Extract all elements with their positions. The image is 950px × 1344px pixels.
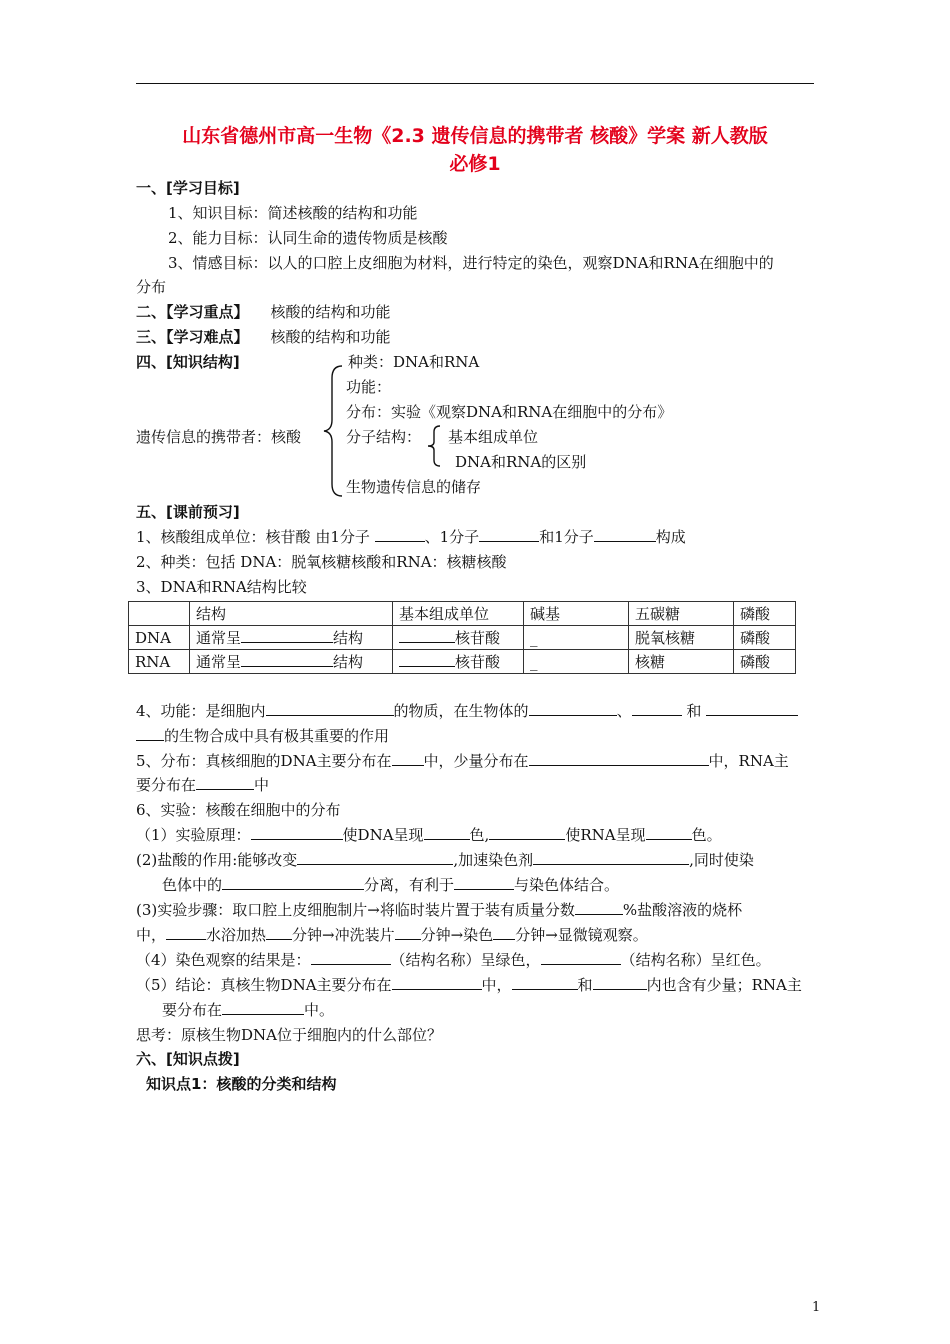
- goal-knowledge: 1、知识目标：简述核酸的结构和功能: [168, 204, 418, 222]
- p5-text-b: 中，: [481, 976, 512, 994]
- section6-heading: 六、[知识点拨]: [136, 1050, 240, 1068]
- structure-cell: [190, 650, 393, 674]
- section2-text: 核酸的结构和功能: [270, 303, 391, 321]
- p5-text-a: （5）结论：真核生物DNA主要分布在: [136, 976, 392, 994]
- unit-blank[interactable]: [399, 651, 455, 667]
- q4-blank-5[interactable]: [136, 725, 164, 741]
- p3-text-d: 水浴加热: [206, 926, 267, 944]
- hcl-role: [136, 849, 754, 871]
- p1-text-c: 色,: [469, 826, 490, 844]
- p5-blank-2[interactable]: [512, 974, 578, 990]
- q5-cont: [136, 774, 269, 796]
- title-line-1: 山东省德州市高一生物《2.3 遗传信息的携带者 核酸》学案 新人教版: [182, 125, 768, 147]
- p3-text-f: 分钟→染色: [420, 926, 494, 944]
- q1: [136, 526, 686, 548]
- ks-storage: 生物遗传信息的储存: [346, 478, 482, 496]
- structure-post: 结构: [333, 629, 364, 647]
- structure-cell: [190, 626, 393, 650]
- q1-text-d: 构成: [655, 528, 686, 546]
- document-title: [136, 122, 814, 178]
- goal-emotion: 3、情感目标：以人的口腔上皮细胞为材料，进行特定的染色，观察DNA和RNA在细胞中的: [168, 254, 774, 272]
- q5-text-b: 中，少量分布在: [423, 752, 529, 770]
- sugar-cell: 脱氧核糖: [629, 626, 734, 650]
- unit-cell: [393, 626, 524, 650]
- p2-blank-3[interactable]: [222, 874, 364, 890]
- structure-blank[interactable]: [241, 627, 333, 643]
- q4-text-d: 和: [686, 702, 702, 720]
- p1-text-b: 使DNA呈现: [342, 826, 424, 844]
- p5-blank-4[interactable]: [222, 999, 304, 1015]
- p5-text-d: 内也含有少量；RNA主: [646, 976, 802, 994]
- conclusion: [136, 974, 802, 996]
- ks-distribution: 分布：实验《观察DNA和RNA在细胞中的分布》: [346, 403, 673, 421]
- q3: 3、DNA和RNA结构比较: [136, 578, 307, 596]
- p3-blank-3[interactable]: [266, 924, 292, 940]
- p5-blank-1[interactable]: [392, 974, 482, 990]
- section3-heading: 三、【学习难点】: [136, 328, 249, 346]
- table-header-row: [129, 602, 796, 626]
- q5-text-c: 中，RNA主: [708, 752, 789, 770]
- ks-kinds: 种类：DNA和RNA: [348, 353, 480, 371]
- row-name: RNA: [129, 650, 190, 674]
- structure-pre: 通常呈: [196, 629, 242, 647]
- q5-blank-3[interactable]: [196, 774, 254, 790]
- q5: [136, 750, 789, 772]
- title-line-2: 必修1: [449, 153, 501, 175]
- unit-text: 核苷酸: [455, 653, 501, 671]
- header-cell: 基本组成单位: [393, 602, 524, 626]
- think-question: 思考：原核生物DNA位于细胞内的什么部位？: [136, 1026, 442, 1044]
- q5-text-d: 要分布在: [136, 776, 197, 794]
- section3-text: 核酸的结构和功能: [270, 328, 391, 346]
- p2-text-d: 色体中的: [162, 876, 223, 894]
- q6: 6、实验：核酸在细胞中的分布: [136, 801, 341, 819]
- structure-post: 结构: [333, 653, 364, 671]
- p1-blank-4[interactable]: [646, 824, 692, 840]
- p3-blank-2[interactable]: [166, 924, 206, 940]
- steps: [136, 899, 742, 921]
- q4-cont: [136, 725, 389, 747]
- p5-blank-3[interactable]: [593, 974, 647, 990]
- steps-cont: [136, 924, 648, 946]
- q4-blank-3[interactable]: [632, 700, 682, 716]
- unit-blank[interactable]: [399, 627, 455, 643]
- q5-text-e: 中: [254, 776, 270, 794]
- header-rule: [136, 83, 814, 84]
- p1-blank-1[interactable]: [251, 824, 343, 840]
- p1-text-e: 色。: [691, 826, 722, 844]
- q1-blank-3[interactable]: [594, 526, 656, 542]
- header-cell: 五碳糖: [629, 602, 734, 626]
- section2: [136, 301, 391, 323]
- ks-diff: DNA和RNA的区别: [455, 453, 587, 471]
- knowledge-point-1: 知识点1：核酸的分类和结构: [146, 1075, 337, 1093]
- base-cell: _: [524, 650, 629, 674]
- p1-blank-2[interactable]: [424, 824, 470, 840]
- p2-text-f: 与染色体结合。: [514, 876, 620, 894]
- table-row: [129, 626, 796, 650]
- ks-root: 遗传信息的携带者：核酸: [136, 428, 302, 446]
- p1-blank-3[interactable]: [489, 824, 565, 840]
- section1-heading: 一、[学习目标]: [136, 179, 240, 197]
- p1-text-d: 使RNA呈现: [565, 826, 646, 844]
- small-brace: [426, 424, 444, 468]
- page-number: 1: [812, 1300, 821, 1315]
- q5-blank-2[interactable]: [529, 750, 709, 766]
- section2-heading: 二、【学习重点】: [136, 303, 249, 321]
- unit-cell: [393, 650, 524, 674]
- p3-text-c: 中，: [136, 926, 167, 944]
- p3-text-b: %盐酸溶液的烧杯: [622, 901, 743, 919]
- ks-function: 功能：: [346, 378, 392, 396]
- section4-heading: 四、[知识结构]: [136, 353, 240, 371]
- conclusion-cont: [162, 999, 334, 1021]
- p3-text-e: 分钟→冲洗装片: [292, 926, 395, 944]
- p4-blank-1[interactable]: [311, 949, 391, 965]
- goal-emotion-cont: 分布: [136, 278, 167, 296]
- q4-blank-1[interactable]: [266, 700, 394, 716]
- p2-text-a: (2)盐酸的作用:能够改变: [136, 851, 298, 869]
- goal-ability: 2、能力目标：认同生命的遗传物质是核酸: [168, 229, 448, 247]
- p1-text-a: （1）实验原理：: [136, 826, 251, 844]
- p3-text-g: 分钟→显微镜观察。: [515, 926, 648, 944]
- structure-blank[interactable]: [241, 651, 333, 667]
- p4-text-b: （结构名称）呈绿色，: [390, 951, 541, 969]
- p4-text-c: （结构名称）呈红色。: [620, 951, 771, 969]
- phosphate-cell: 磷酸: [734, 650, 796, 674]
- header-cell: 碱基: [524, 602, 629, 626]
- q4: [136, 700, 798, 722]
- q5-blank-1[interactable]: [392, 750, 424, 766]
- header-cell: 磷酸: [734, 602, 796, 626]
- p4-text-a: （4）染色观察的结果是：: [136, 951, 311, 969]
- q4-text-a: 4、功能：是细胞内: [136, 702, 266, 720]
- unit-text: 核苷酸: [455, 629, 501, 647]
- q1-blank-1[interactable]: [375, 526, 425, 542]
- section3: [136, 326, 391, 348]
- ks-structure: 分子结构：: [346, 428, 422, 446]
- comparison-table: [128, 601, 796, 674]
- principle: [136, 824, 722, 846]
- p3-blank-1[interactable]: [575, 899, 623, 915]
- p3-blank-4[interactable]: [395, 924, 421, 940]
- p5-text-e: 要分布在: [162, 1001, 223, 1019]
- ks-unit: 基本组成单位: [448, 428, 539, 446]
- base-cell: _: [524, 626, 629, 650]
- q4-text-e: 的生物合成中具有极其重要的作用: [164, 727, 390, 745]
- q2: 2、种类：包括 DNA：脱氧核糖核酸和RNA：核糖核酸: [136, 553, 507, 571]
- structure-pre: 通常呈: [196, 653, 242, 671]
- p4-blank-2[interactable]: [541, 949, 621, 965]
- p2-text-b: ,加速染色剂: [453, 851, 534, 869]
- p5-text-f: 中。: [304, 1001, 335, 1019]
- phosphate-cell: 磷酸: [734, 626, 796, 650]
- header-cell: 结构: [190, 602, 393, 626]
- p2-blank-2[interactable]: [533, 849, 689, 865]
- header-cell: [129, 602, 190, 626]
- q1-text-c: 和1分子: [539, 528, 594, 546]
- table-row: [129, 650, 796, 674]
- p3-text-a: (3)实验步骤：取口腔上皮细胞制片→将临时装片置于装有质量分数: [136, 901, 575, 919]
- p5-text-c: 和: [577, 976, 593, 994]
- hcl-role-cont: [162, 874, 619, 896]
- sugar-cell: 核糖: [629, 650, 734, 674]
- p2-text-c: ,同时使染: [689, 851, 754, 869]
- q5-text-a: 5、分布：真核细胞的DNA主要分布在: [136, 752, 392, 770]
- p2-text-e: 分离，有利于: [364, 876, 455, 894]
- q4-text-b: 的物质，在生物体的: [393, 702, 529, 720]
- p2-blank-1[interactable]: [297, 849, 453, 865]
- q4-blank-4[interactable]: [706, 700, 798, 716]
- q1-text-a: 1、核酸组成单位：核苷酸 由1分子: [136, 528, 370, 546]
- p2-blank-4[interactable]: [454, 874, 514, 890]
- row-name: DNA: [129, 626, 190, 650]
- q4-blank-2[interactable]: [529, 700, 617, 716]
- big-brace: [322, 364, 346, 498]
- q1-blank-2[interactable]: [479, 526, 539, 542]
- q4-text-c: 、: [616, 702, 632, 720]
- observation: [136, 949, 771, 971]
- section5-heading: 五、[课前预习]: [136, 503, 240, 521]
- p3-blank-5[interactable]: [493, 924, 515, 940]
- q1-text-b: 、1分子: [424, 528, 480, 546]
